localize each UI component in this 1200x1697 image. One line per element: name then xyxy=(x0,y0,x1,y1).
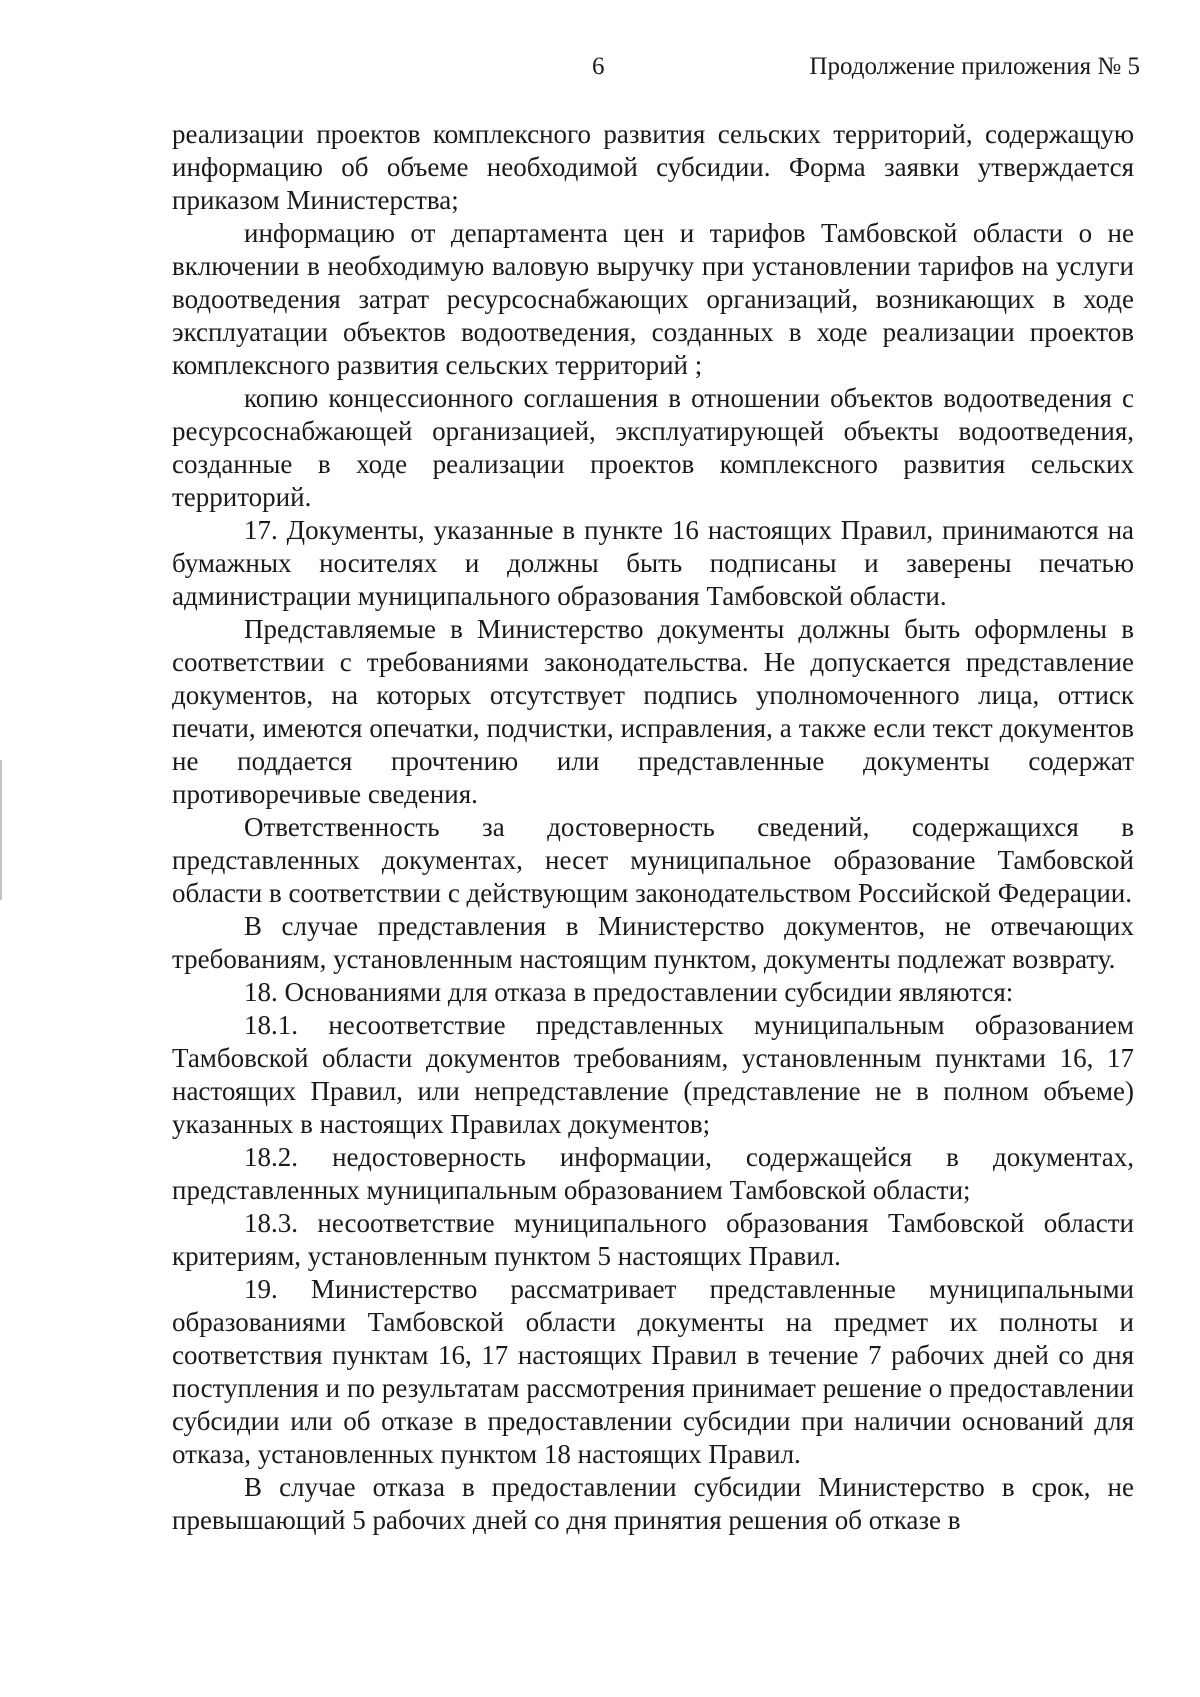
body-text xyxy=(172,118,1134,1537)
paragraph: 18. Основаниями для отказа в предоставлении субсидии являются: xyxy=(244,977,1014,1007)
paragraph: копию концессионного соглашения в отношении объектов водоотведения с ресурсоснабжающей организацией, эксплуатирующей объекты водоотведения, созданные в ходе реализации проектов комплексного развития сельских территорий. xyxy=(172,383,1134,512)
paragraph: 18.2. недостоверность информации, содержащейся в документах, представленных муниципальным образованием Тамбовской области; xyxy=(172,1142,1134,1205)
paragraph: 19. Министерство рассматривает представленные муниципальными образованиями Тамбовской области документы на предмет их полноты и соответствия пунктам 16, 17 настоящих Правил в течение 7 рабочих дней со дня поступления и по результатам рассмотрения принимает решение о предоставлении субсидии или об отказе в предоставлении субсидии при наличии оснований для отказа, установленных пунктом 18 настоящих Правил. xyxy=(172,1274,1134,1469)
page-number: 6 xyxy=(592,53,605,80)
paragraph: Представляемые в Министерство документы должны быть оформлены в соответствии с требованиями законодательства. Не допускается представление документов, на которых отсутствует подпись уполномоченного лица, оттиск печати, имеются опечатки, подчистки, исправления, а также если текст документов не поддается прочтению или представленные документы содержат противоречивые сведения. xyxy=(172,614,1134,809)
paragraph: 18.1. несоответствие представленных муниципальным образованием Тамбовской области документов требованиям, установленным пунктами 16, 17 настоящих Правил, или непредставление (представление не в полном объеме) указанных в настоящих Правилах документов; xyxy=(172,1010,1134,1139)
paragraph: 18.3. несоответствие муниципального образования Тамбовской области критериям, установленным пунктом 5 настоящих Правил. xyxy=(172,1208,1134,1271)
paragraph: реализации проектов комплексного развития сельских территорий, содержащую информацию об объеме необходимой субсидии. Форма заявки утверждается приказом Министерства; xyxy=(172,119,1134,215)
paragraph: В случае представления в Министерство документов, не отвечающих требованиям, установленным настоящим пунктом, документы подлежат возврату. xyxy=(172,911,1134,974)
paragraph: В случае отказа в предоставлении субсидии Министерство в срок, не превышающий 5 рабочих дней со дня принятия решения об отказе в xyxy=(172,1472,1134,1535)
paragraph: 17. Документы, указанные в пункте 16 настоящих Правил, принимаются на бумажных носителях и должны быть подписаны и заверены печатью администрации муниципального образования Тамбовской области. xyxy=(172,515,1134,611)
paragraph: информацию от департамента цен и тарифов Тамбовской области о не включении в необходимую валовую выручку при установлении тарифов на услуги водоотведения затрат ресурсоснабжающих организаций, возникающих в ходе эксплуатации объектов водоотведения, созданных в ходе реализации проектов комплексного развития сельских территорий ; xyxy=(172,218,1134,380)
scan-edge-mark xyxy=(0,760,2,900)
continuation-header: Продолжение приложения № 5 xyxy=(809,53,1140,80)
paragraph: Ответственность за достоверность сведений, содержащихся в представленных документах, несет муниципальное образование Тамбовской области в соответствии с действующим законодательством Российской Федерации. xyxy=(172,812,1134,908)
